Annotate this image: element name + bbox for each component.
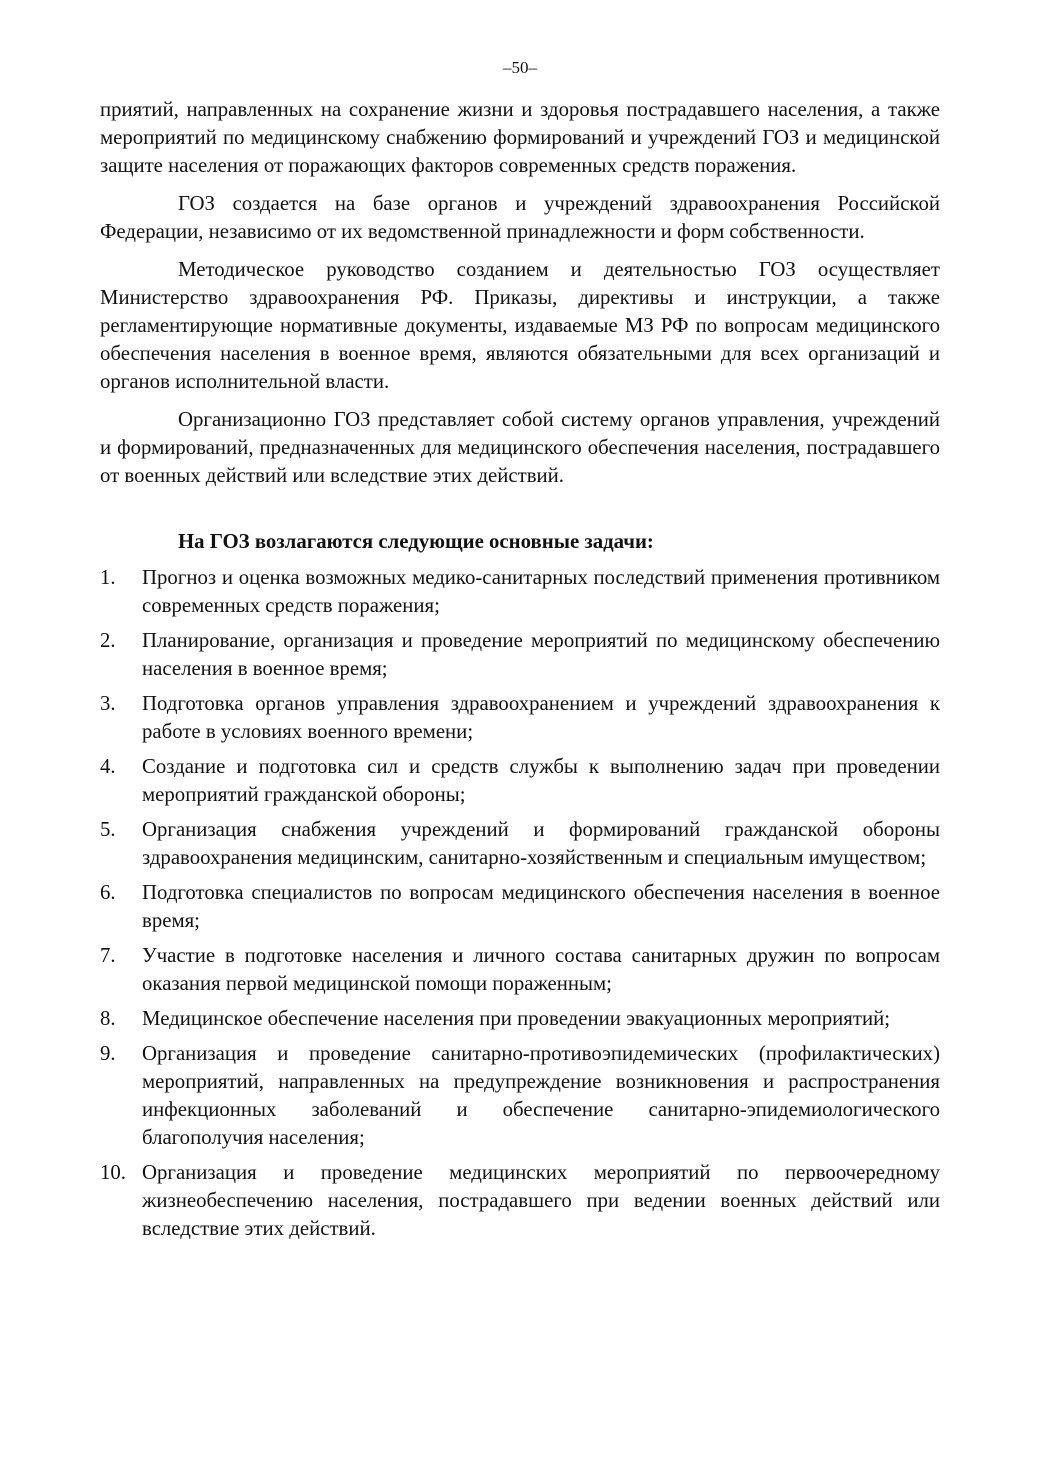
task-item-5 [100,816,940,872]
task-text: Подготовка специалистов по вопросам медицинского обеспечения населения в военное время; [142,881,940,932]
task-item-7 [100,942,940,998]
task-text: Прогноз и оценка возможных медико-санитарных последствий применения противником современных средств поражения; [142,566,940,617]
task-text: Организация снабжения учреждений и формирований гражданской обороны здравоохранения медицинским, санитарно-хозяйственным и специальным имуществом; [142,818,940,869]
task-number: 1. [100,566,116,589]
page-number: –50– [503,58,537,77]
task-number: 6. [100,881,116,904]
task-text: Участие в подготовке населения и личного состава санитарных дружин по вопросам оказания первой медицинской помощи пораженным; [142,944,940,995]
paragraph-organization: Организационно ГОЗ представляет собой систему органов управления, учреждений и формирований, предназначенных для медицинского обеспечения населения, пострадавшего от военных действий или вследствие этих действий. [100,408,940,487]
task-item-2 [100,627,940,683]
document-page [100,58,940,1250]
task-number: 10. [100,1161,126,1184]
paragraph-goz-basis: ГОЗ создается на базе органов и учреждений здравоохранения Российской Федерации, независимо от их ведомственной принадлежности и форм собственности. [100,192,940,243]
task-item-8 [100,1005,940,1033]
task-item-10 [100,1159,940,1243]
task-item-4 [100,753,940,809]
task-number: 5. [100,818,116,841]
task-number: 4. [100,755,116,778]
task-item-6 [100,879,940,935]
task-text: Планирование, организация и проведение мероприятий по медицинскому обеспечению населения в военное время; [142,629,940,680]
task-text: Подготовка органов управления здравоохранением и учреждений здравоохранения к работе в условиях военного времени; [142,692,940,743]
task-text: Организация и проведение медицинских мероприятий по первоочередному жизнеобеспечению населения, пострадавшего при ведении военных действий или вследствие этих действий. [142,1161,940,1240]
paragraph-continuation: приятий, направленных на сохранение жизни и здоровья пострадавшего населения, а также мероприятий по медицинскому снабжению формирований и учреждений ГОЗ и медицинской защите населения от поражающих факторов современных средств поражения. [100,98,940,177]
task-item-9 [100,1040,940,1152]
task-number: 3. [100,692,116,715]
tasks-list [100,564,940,1243]
task-text: Создание и подготовка сил и средств службы к выполнению задач при проведении мероприятий гражданской обороны; [142,755,940,806]
task-text: Медицинское обеспечение населения при проведении эвакуационных мероприятий; [142,1007,890,1030]
task-number: 2. [100,629,116,652]
task-text: Организация и проведение санитарно-противоэпидемических (профилактических) мероприятий, направленных на предупреждение возникновения и распространения инфекционных заболеваний и обеспечение санитарно-эпидемиологического благополучия населения; [142,1042,940,1149]
task-number: 9. [100,1042,116,1065]
task-number: 8. [100,1007,116,1030]
tasks-heading: На ГОЗ возлагаются следующие основные задачи: [178,530,654,553]
task-item-3 [100,690,940,746]
task-item-1 [100,564,940,620]
task-number: 7. [100,944,116,967]
paragraph-methodical-guidance: Методическое руководство созданием и деятельностью ГОЗ осуществляет Министерство здравоохранения РФ. Приказы, директивы и инструкции, а также регламентирующие нормативные документы, издаваемые МЗ РФ по вопросам медицинского обеспечения населения в военное время, являются обязательными для всех организаций и органов исполнительной власти. [100,258,940,393]
